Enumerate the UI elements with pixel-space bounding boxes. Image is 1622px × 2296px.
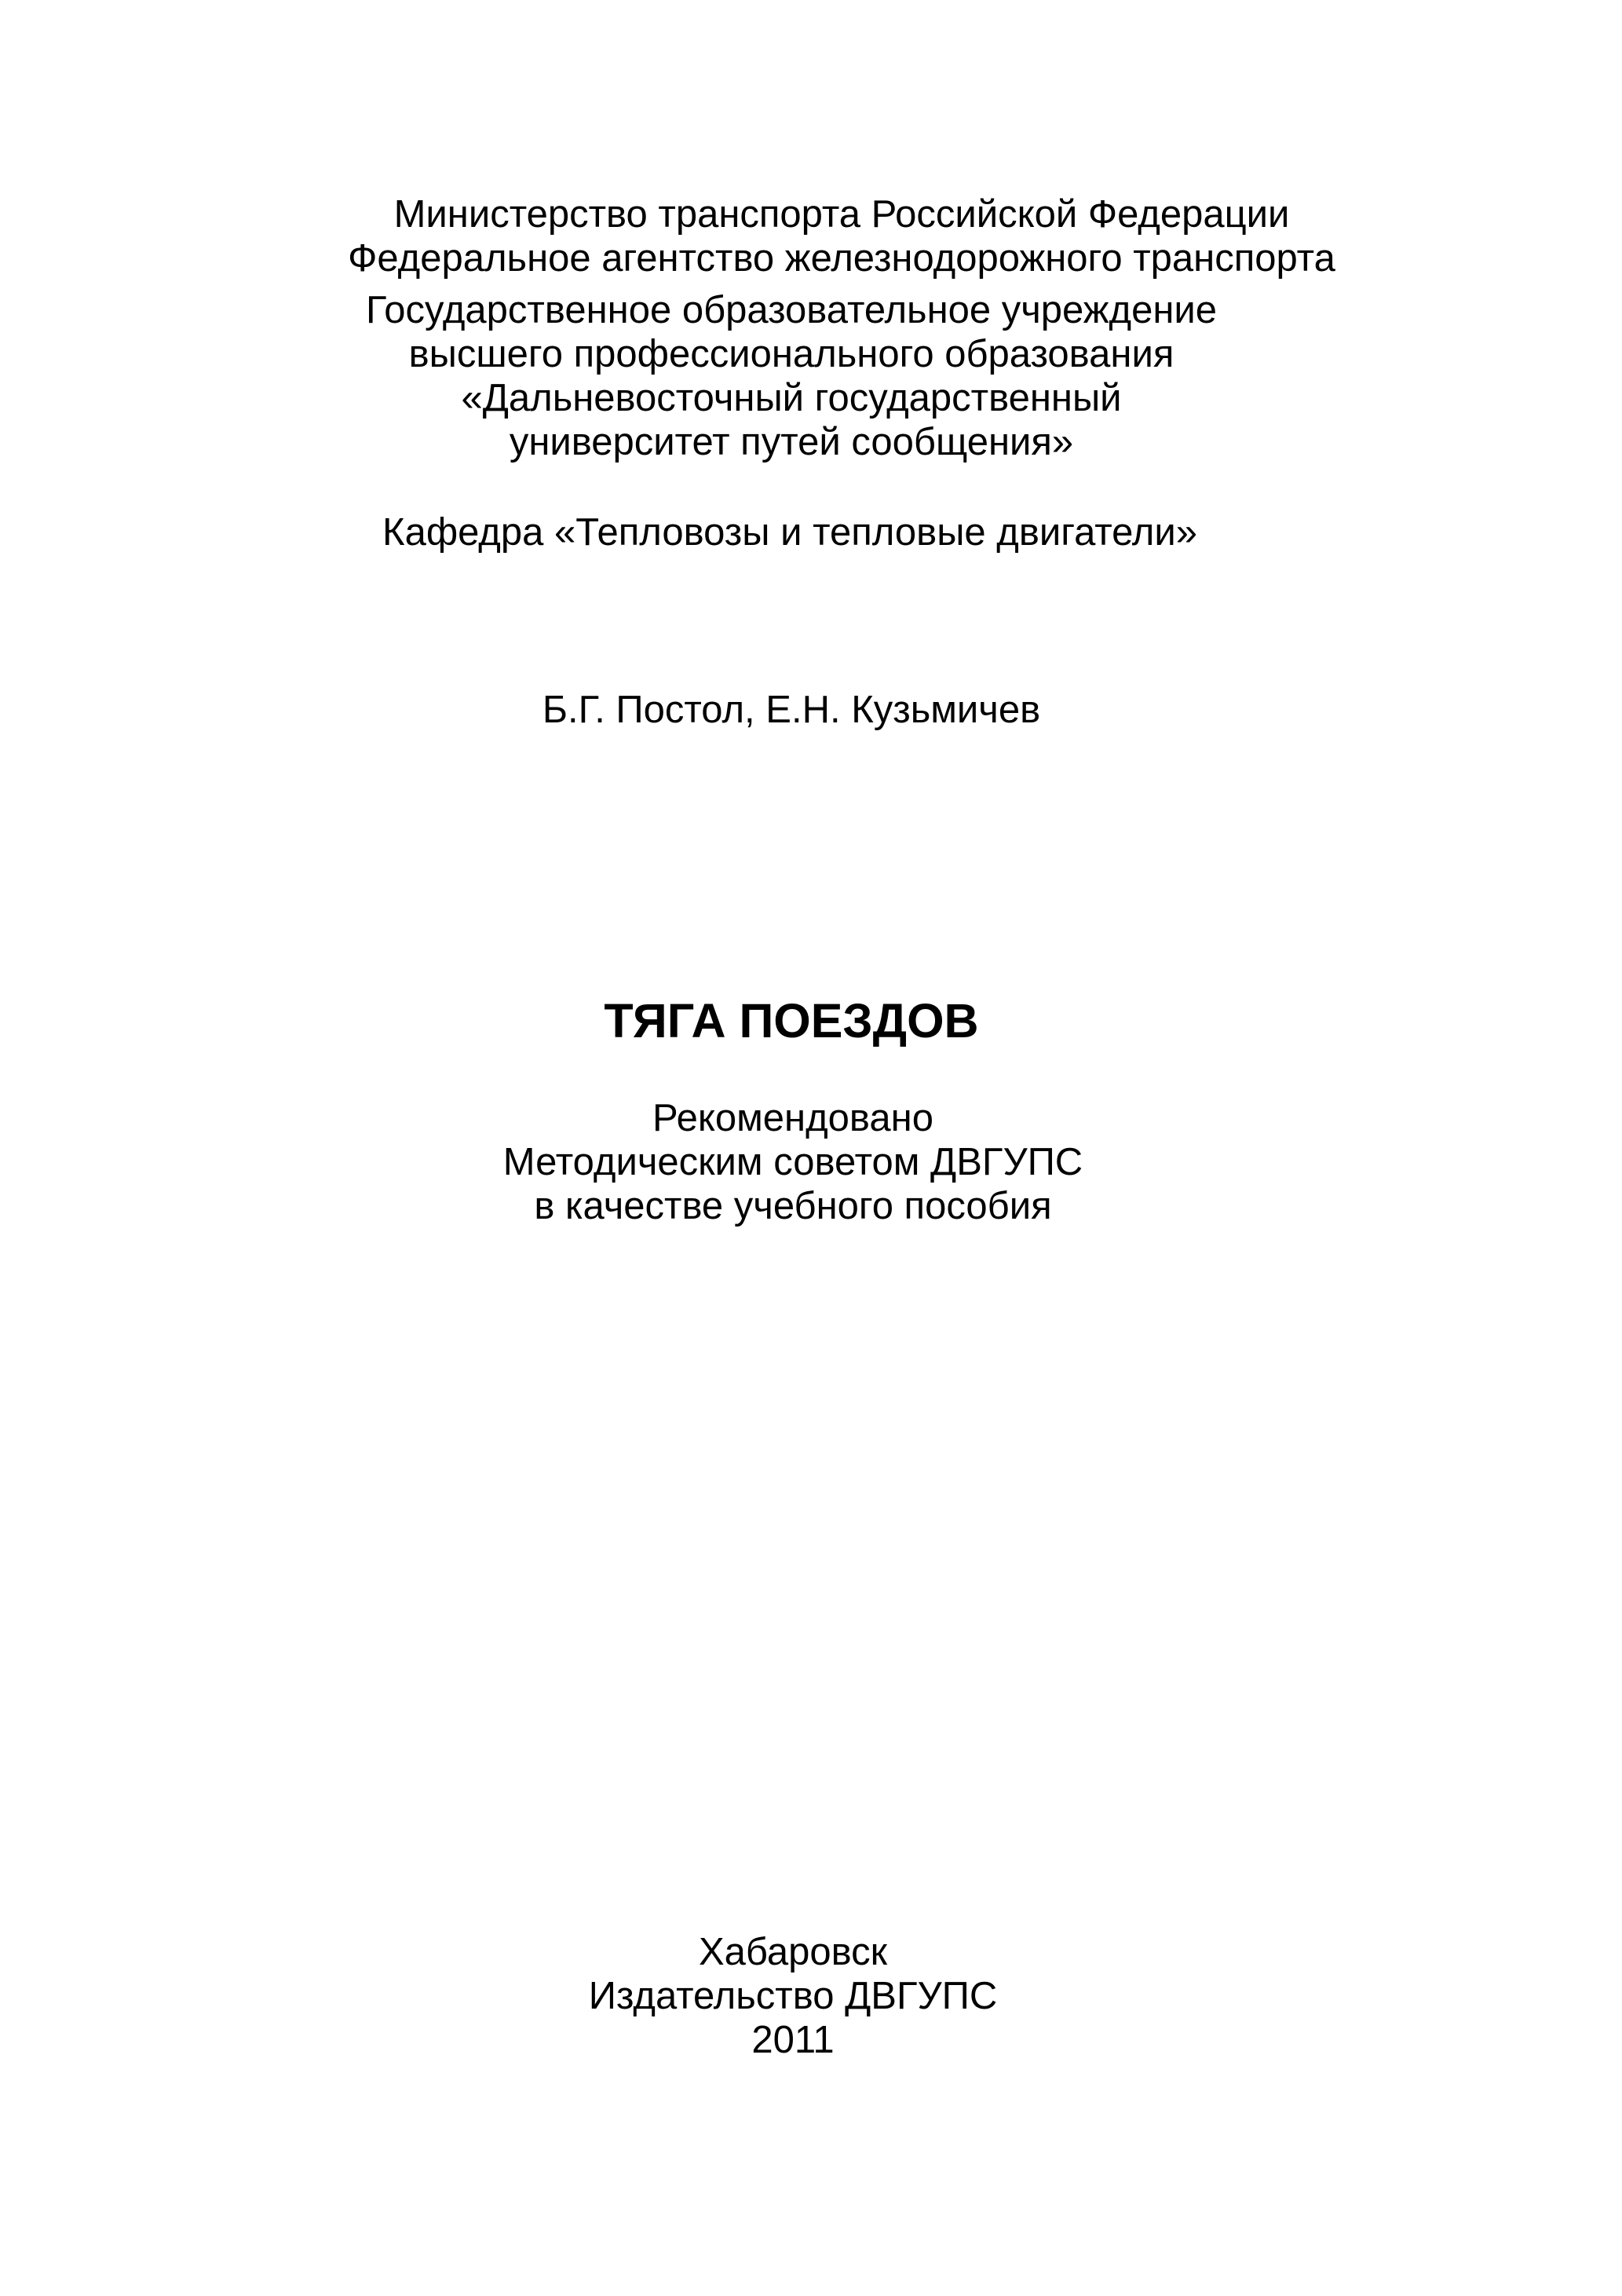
recommendation-line-2: Методическим советом ДВГУПС <box>502 1141 1083 1183</box>
university-name-line-2: университет путей сообщения» <box>509 421 1074 463</box>
university-name-line-1: «Дальневосточный государственный <box>461 377 1122 419</box>
institution-line: Государственное образовательное учреждение <box>365 289 1218 331</box>
book-title: ТЯГА ПОЕЗДОВ <box>604 994 979 1047</box>
recommendation-line-3: в качестве учебного пособия <box>534 1185 1052 1227</box>
imprint-city: Хабаровск <box>698 1931 888 1973</box>
imprint-year: 2011 <box>751 2019 835 2061</box>
recommendation-line-1: Рекомендовано <box>652 1097 933 1139</box>
authors: Б.Г. Постол, Е.Н. Кузьмичев <box>542 689 1041 731</box>
agency-line: Федеральное агентство железнодорожного транспорта <box>348 237 1335 280</box>
ministry-line: Министерство транспорта Российской Федерации <box>393 193 1290 236</box>
imprint-publisher: Издательство ДВГУПС <box>588 1975 998 2017</box>
department-line: Кафедра «Тепловозы и тепловые двигатели» <box>382 511 1197 554</box>
education-level-line: высшего профессионального образования <box>408 333 1174 375</box>
